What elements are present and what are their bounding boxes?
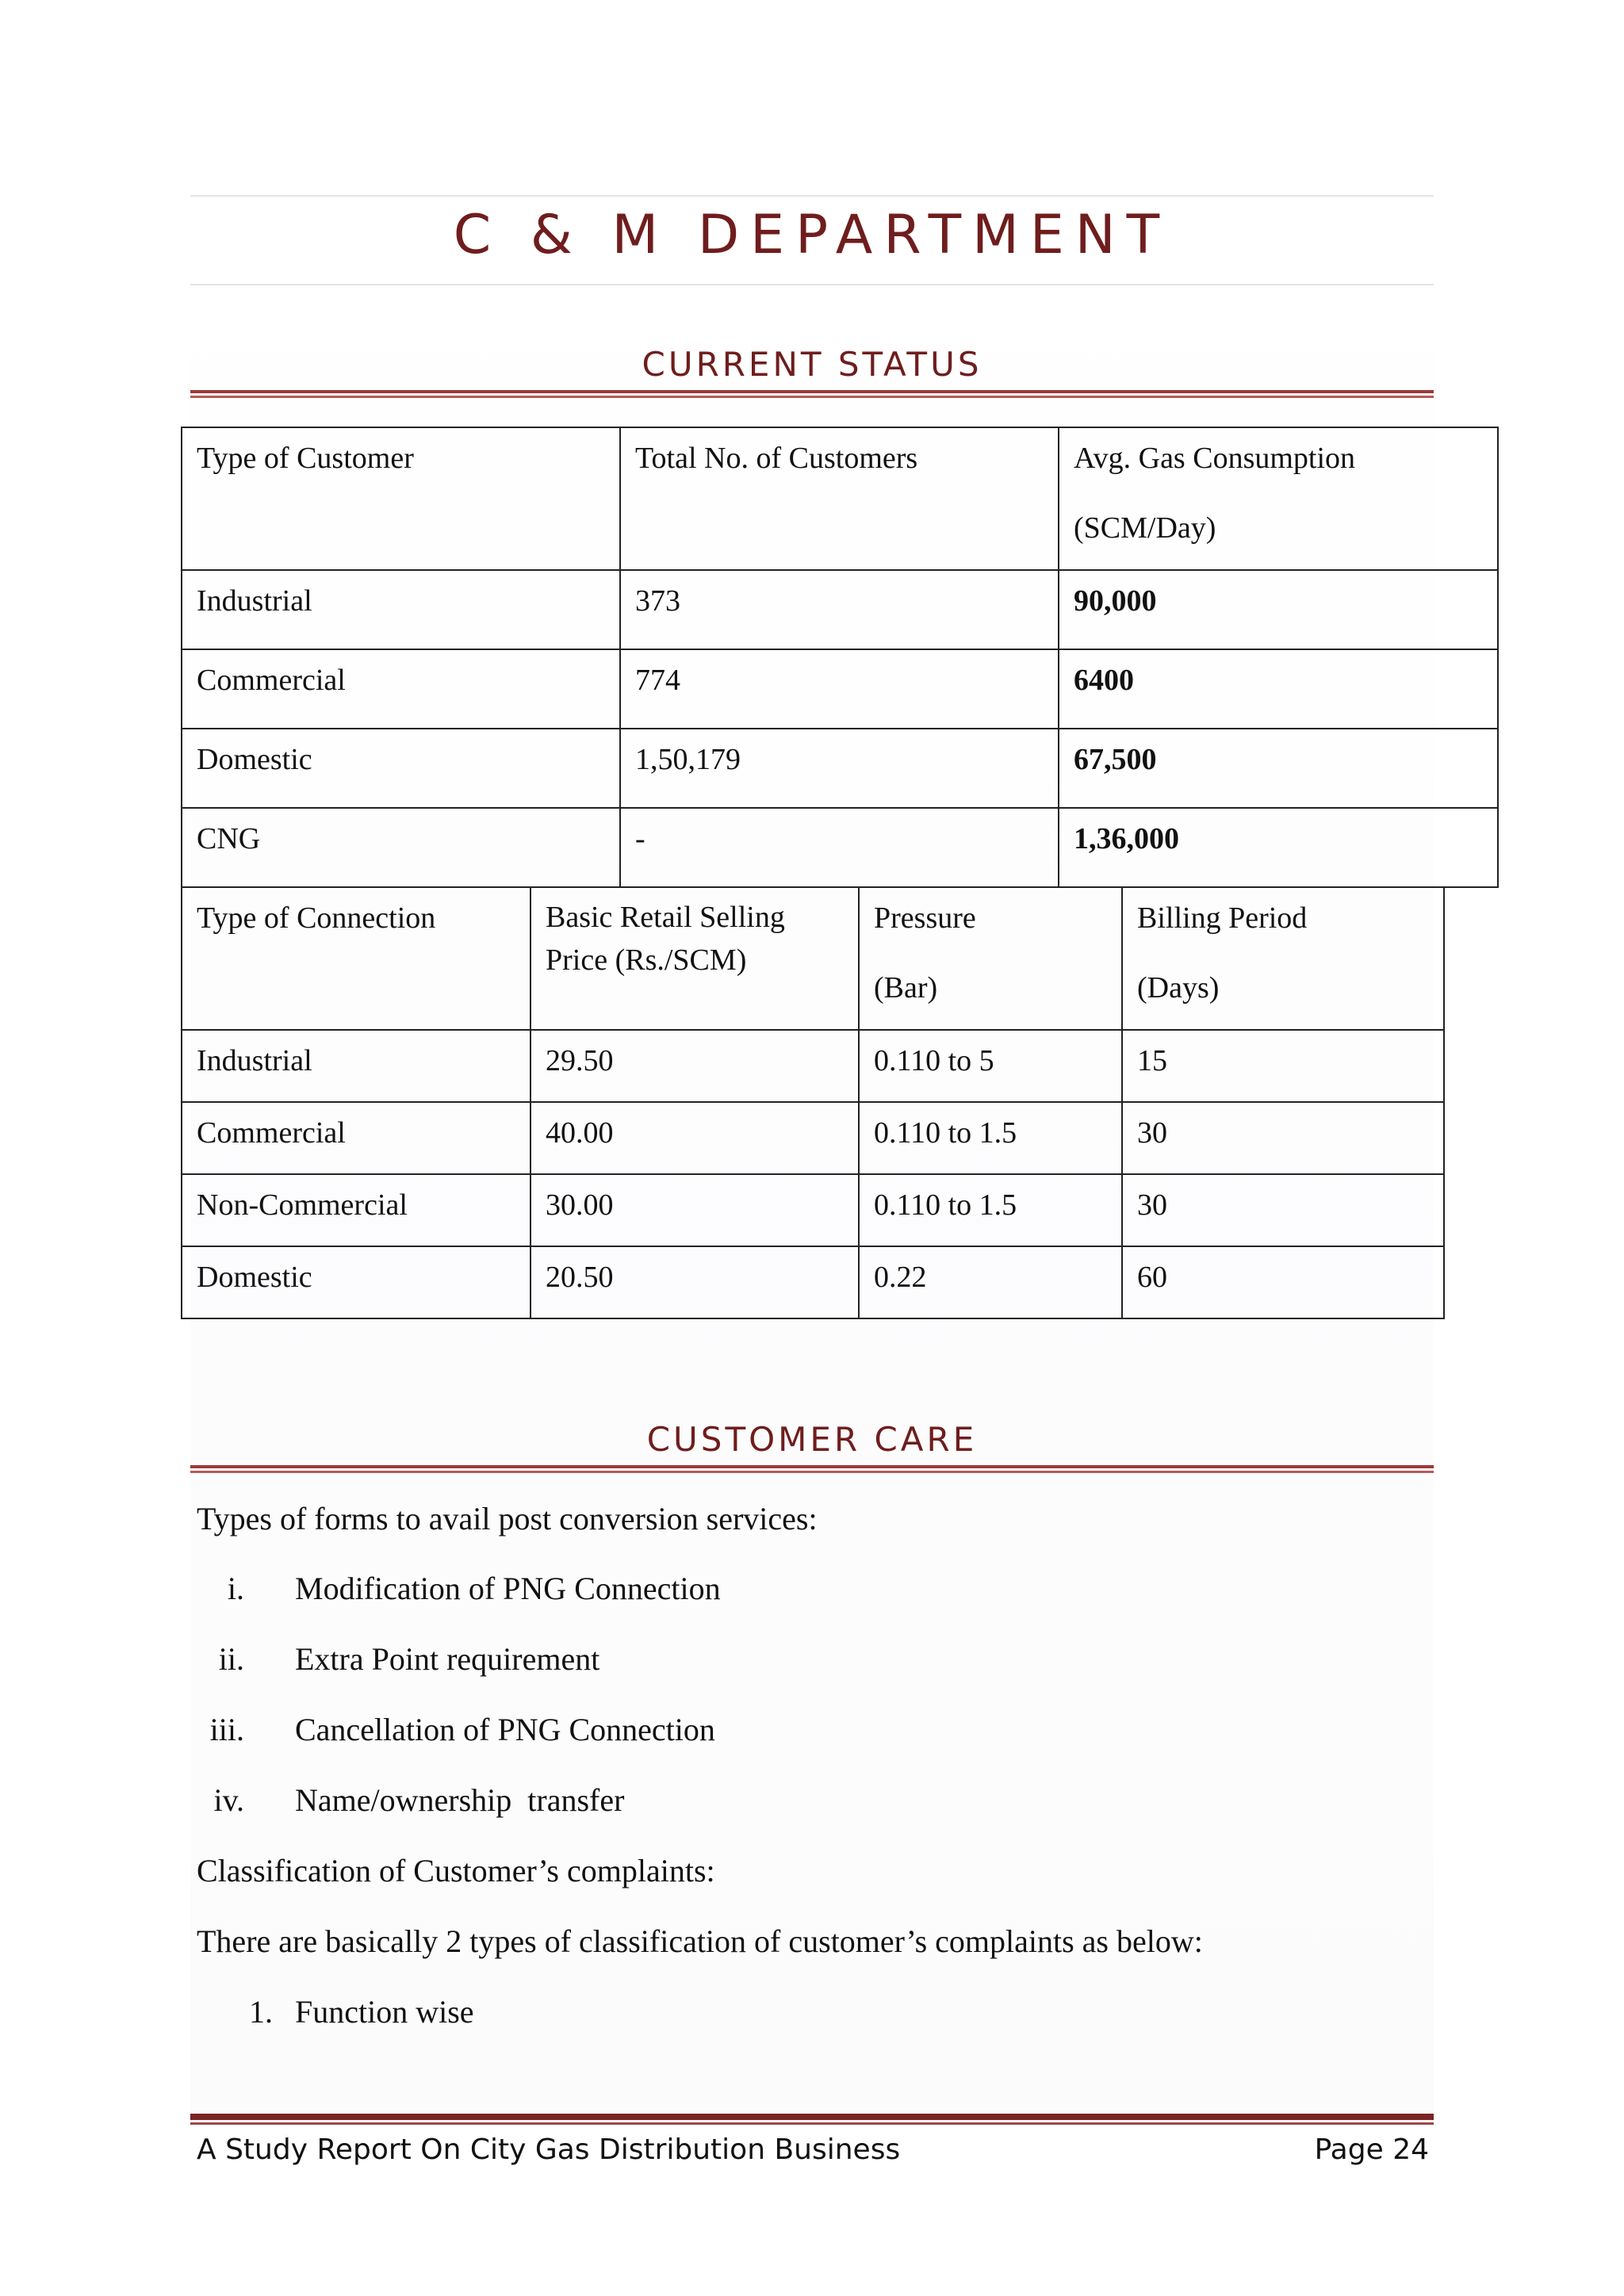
table-cell: 30 [1122, 1102, 1444, 1174]
table-row [182, 570, 1498, 649]
table-cell: 29.50 [530, 1030, 859, 1102]
table-cell: 30.00 [530, 1174, 859, 1246]
footer-rule [190, 2114, 1434, 2125]
complaints-heading: Classification of Customer’s complaints: [197, 1853, 715, 1888]
connection-table [181, 886, 1445, 1319]
table-row [182, 1174, 1444, 1246]
table-cell: 0.110 to 5 [859, 1030, 1122, 1102]
table-cell: Domestic [182, 1246, 530, 1318]
customer-care-rule [190, 1465, 1434, 1473]
table-cell: 60 [1122, 1246, 1444, 1318]
table-cell: 0.110 to 1.5 [859, 1102, 1122, 1174]
list-item-number: ii. [218, 1641, 244, 1677]
table-cell: 15 [1122, 1030, 1444, 1102]
table-cell: 1,50,179 [620, 729, 1059, 808]
footer-report-title: A Study Report On City Gas Distribution Business [197, 2133, 901, 2166]
table-cell: Commercial [182, 1102, 530, 1174]
list-item-number: 1. [249, 1994, 273, 2030]
table-cell: 0.110 to 1.5 [859, 1174, 1122, 1246]
table-cell: - [620, 808, 1059, 887]
table-row [182, 729, 1498, 808]
list-item-number: iii. [209, 1712, 244, 1747]
table-cell: Non-Commercial [182, 1174, 530, 1246]
table-row [182, 649, 1498, 729]
header-cell [1059, 427, 1498, 570]
complaints-intro: There are basically 2 types of classification of customer’s complaints as below: [197, 1923, 1203, 1959]
table-cell: Commercial [182, 649, 620, 729]
forms-intro: Types of forms to avail post conversion services: [197, 1501, 818, 1536]
table-cell: 67,500 [1059, 729, 1498, 808]
table-cell: 6400 [1059, 649, 1498, 729]
header-cell-line2: (Days) [1137, 971, 1220, 1004]
title-top-rule [190, 195, 1434, 197]
table-cell: 774 [620, 649, 1059, 729]
table-cell: 1,36,000 [1059, 808, 1498, 887]
header-cell: Type of Customer [182, 427, 620, 570]
list-item: Modification of PNG Connection [295, 1571, 721, 1606]
table-cell: 20.50 [530, 1246, 859, 1318]
header-cell [1122, 887, 1444, 1030]
header-cell: Type of Connection [182, 887, 530, 1030]
header-cell: Basic Retail Selling Price (Rs./SCM) [530, 887, 859, 1030]
header-cell-line2: (SCM/Day) [1074, 511, 1216, 545]
table-cell: Domestic [182, 729, 620, 808]
table-cell: CNG [182, 808, 620, 887]
table-row [182, 1030, 1444, 1102]
table-cell: 40.00 [530, 1102, 859, 1174]
table-cell: 373 [620, 570, 1059, 649]
title-bottom-rule [190, 284, 1434, 285]
department-title: C & M DEPARTMENT [453, 204, 1171, 266]
customer-care-heading: CUSTOMER CARE [646, 1420, 978, 1459]
table-row [182, 1246, 1444, 1318]
header-cell-line1: Billing Period [1137, 901, 1308, 935]
header-cell-line1: Avg. Gas Consumption [1074, 442, 1356, 475]
list-item: Name/ownership transfer [295, 1782, 625, 1818]
header-cell: Total No. of Customers [620, 427, 1059, 570]
table-row [182, 1102, 1444, 1174]
header-cell-line2: (Bar) [874, 971, 938, 1004]
list-item: Function wise [295, 1994, 474, 2030]
table-header-row [182, 427, 1498, 570]
page-number: Page 24 [1314, 2133, 1429, 2166]
list-item: Extra Point requirement [295, 1641, 600, 1677]
table-cell: Industrial [182, 570, 620, 649]
current-status-heading: CURRENT STATUS [642, 345, 982, 384]
table-row [182, 808, 1498, 887]
header-cell [859, 887, 1122, 1030]
customers-table [181, 427, 1499, 888]
current-status-rule [190, 390, 1434, 398]
table-cell: 90,000 [1059, 570, 1498, 649]
table-header-row [182, 887, 1444, 1030]
table-cell: 30 [1122, 1174, 1444, 1246]
list-item: Cancellation of PNG Connection [295, 1712, 715, 1747]
list-item-number: i. [227, 1571, 244, 1606]
header-cell-line1: Pressure [874, 901, 976, 935]
table-cell: 0.22 [859, 1246, 1122, 1318]
table-cell: Industrial [182, 1030, 530, 1102]
list-item-number: iv. [213, 1782, 244, 1818]
